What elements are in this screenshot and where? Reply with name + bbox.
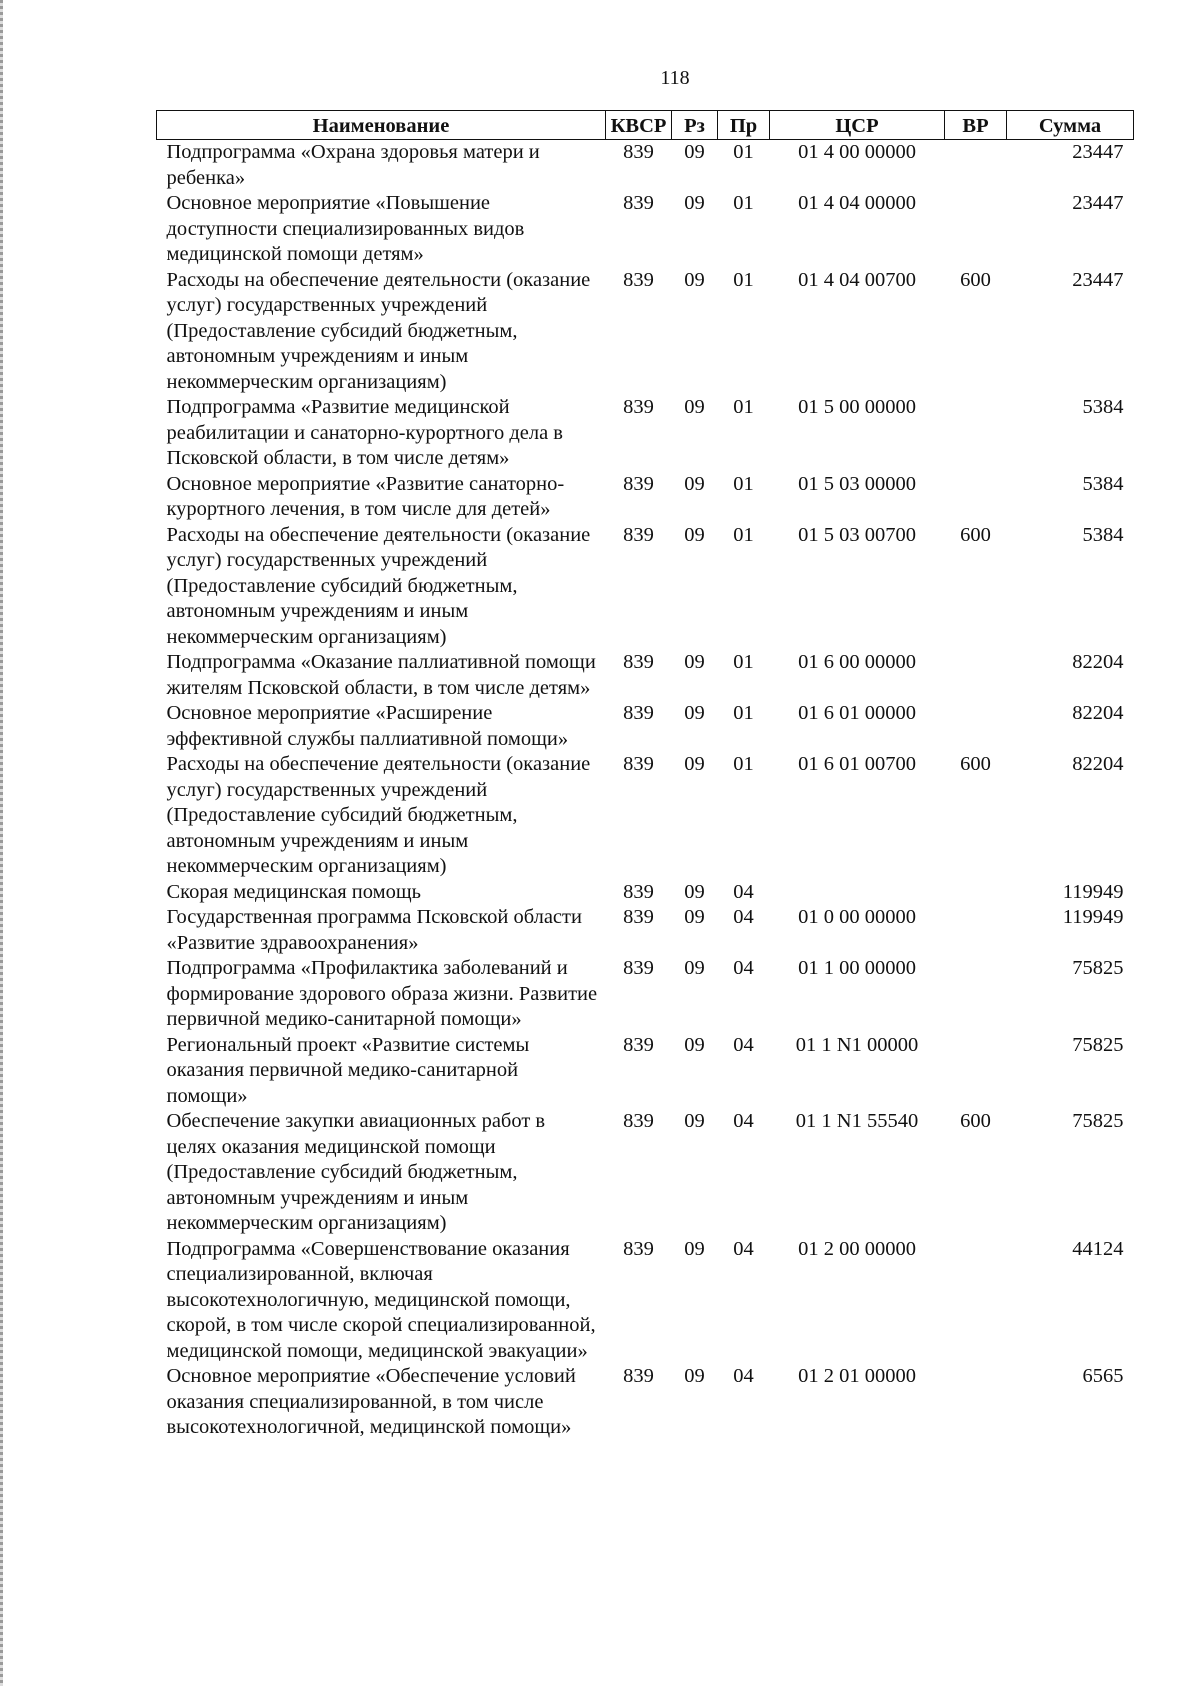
cell-vr	[945, 701, 1007, 752]
cell-kvsr: 839	[623, 141, 654, 163]
cell-rz: 09	[684, 268, 705, 291]
page-number: 118	[660, 67, 690, 89]
cell-rz: 09	[684, 523, 705, 546]
cell-vr	[945, 140, 1007, 192]
cell-rz: 09	[684, 1033, 705, 1056]
cell-rz: 09	[684, 880, 705, 903]
table-row	[157, 905, 1134, 956]
cell-rz: 09	[684, 702, 705, 724]
table-row	[157, 1109, 1134, 1237]
cell-vr	[945, 880, 1007, 906]
table-header-row	[157, 111, 1134, 140]
table-row	[157, 191, 1134, 268]
cell-vr	[945, 1033, 1007, 1110]
cell-name: Государственная программа Псковской области «Развитие здравоохранения»	[166, 906, 582, 954]
table-row	[157, 701, 1134, 752]
cell-rz: 09	[684, 192, 705, 214]
scan-edge	[0, 0, 3, 1686]
cell-name: Скорая медицинская помощь	[166, 880, 421, 903]
cell-sum: 6565	[1082, 1365, 1124, 1387]
table-row	[157, 395, 1134, 472]
cell-pr: 01	[733, 268, 754, 291]
table-row	[157, 268, 1134, 396]
cell-name: Расходы на обеспечение деятельности (оказание услуг) государственных учреждений (Предоставление субсидий бюджетным, автономным учреждениям и иным некоммерческим организациям)	[166, 268, 591, 393]
cell-rz: 09	[684, 1237, 705, 1260]
cell-vr	[945, 395, 1007, 472]
cell-rz: 09	[684, 396, 705, 418]
cell-kvsr: 839	[623, 523, 654, 546]
cell-sum: 5384	[1082, 472, 1124, 495]
cell-sum: 75825	[1072, 1110, 1124, 1132]
cell-rz: 09	[684, 906, 705, 928]
cell-pr: 01	[733, 651, 754, 673]
cell-kvsr: 839	[623, 472, 654, 495]
header-csr: ЦСР	[770, 111, 945, 140]
cell-sum: 75825	[1072, 1033, 1124, 1056]
cell-kvsr: 839	[623, 651, 654, 673]
cell-sum: 82204	[1072, 702, 1124, 724]
cell-sum: 119949	[1062, 906, 1124, 928]
cell-pr: 01	[733, 472, 754, 495]
cell-rz: 09	[684, 472, 705, 495]
cell-sum: 119949	[1062, 880, 1124, 903]
cell-csr: 01 1 00 00000	[798, 957, 916, 979]
cell-name: Основное мероприятие «Обеспечение условий оказания специализированной, в том числе высокотехнологичной, медицинской помощи»	[166, 1365, 576, 1438]
cell-name: Расходы на обеспечение деятельности (оказание услуг) государственных учреждений (Предоставление субсидий бюджетным, автономным учреждениям и иным некоммерческим организациям)	[166, 753, 591, 877]
table-row	[157, 1237, 1134, 1365]
cell-csr: 01 1 N1 00000	[795, 1033, 919, 1056]
cell-name: Основное мероприятие «Развитие санаторно-курортного лечения, в том числе для детей»	[166, 472, 565, 520]
cell-csr: 01 1 N1 55540	[795, 1110, 919, 1132]
cell-pr: 01	[733, 396, 754, 418]
cell-sum: 82204	[1072, 651, 1124, 673]
cell-csr: 01 6 01 00700	[798, 753, 916, 775]
cell-csr: 01 5 03 00700	[798, 523, 916, 546]
table-row	[157, 752, 1134, 880]
cell-name: Основное мероприятие «Расширение эффективной службы паллиативной помощи»	[166, 702, 569, 750]
cell-name: Подпрограмма «Профилактика заболеваний и формирование здорового образа жизни. Развитие первичной медико-санитарной помощи»	[166, 957, 598, 1030]
cell-csr: 01 4 04 00700	[798, 268, 916, 291]
cell-vr	[945, 472, 1007, 523]
cell-csr	[770, 880, 945, 906]
cell-kvsr: 839	[623, 192, 654, 214]
cell-sum: 23447	[1072, 268, 1124, 291]
cell-name: Основное мероприятие «Повышение доступности специализированных видов медицинской помощи детям»	[166, 192, 525, 265]
cell-vr	[945, 1364, 1007, 1441]
cell-rz: 09	[684, 141, 705, 163]
table-row	[157, 523, 1134, 651]
budget-table	[156, 110, 1134, 1441]
header-rz: Рз	[672, 111, 718, 140]
cell-vr	[945, 956, 1007, 1033]
cell-kvsr: 839	[623, 753, 654, 775]
header-vr: ВР	[945, 111, 1007, 140]
cell-vr	[945, 1237, 1007, 1365]
cell-rz: 09	[684, 1365, 705, 1387]
cell-name: Расходы на обеспечение деятельности (оказание услуг) государственных учреждений (Предоставление субсидий бюджетным, автономным учреждениям и иным некоммерческим организациям)	[166, 523, 591, 648]
cell-vr: 600	[960, 753, 991, 775]
cell-pr: 04	[733, 1110, 754, 1132]
cell-vr	[945, 191, 1007, 268]
cell-pr: 04	[733, 957, 754, 979]
cell-kvsr: 839	[623, 396, 654, 418]
cell-sum: 23447	[1072, 141, 1124, 163]
cell-pr: 04	[733, 906, 754, 928]
cell-name: Региональный проект «Развитие системы оказания первичной медико-санитарной помощи»	[166, 1033, 530, 1107]
cell-kvsr: 839	[623, 702, 654, 724]
cell-kvsr: 839	[623, 957, 654, 979]
cell-kvsr: 839	[623, 1110, 654, 1132]
table-row	[157, 140, 1134, 192]
cell-sum: 5384	[1082, 396, 1124, 418]
cell-kvsr: 839	[623, 268, 654, 291]
cell-rz: 09	[684, 1110, 705, 1132]
cell-vr	[945, 650, 1007, 701]
cell-csr: 01 4 04 00000	[798, 192, 916, 214]
cell-pr: 01	[733, 702, 754, 724]
cell-csr: 01 2 00 00000	[798, 1237, 916, 1260]
cell-pr: 04	[733, 1237, 754, 1260]
table-row	[157, 956, 1134, 1033]
header-kvsr: КВСР	[606, 111, 672, 140]
cell-sum: 5384	[1082, 523, 1124, 546]
cell-name: Подпрограмма «Оказание паллиативной помощи жителям Псковской области, в том числе детям»	[166, 651, 596, 699]
cell-pr: 01	[733, 523, 754, 546]
cell-rz: 09	[684, 753, 705, 775]
cell-sum: 82204	[1072, 753, 1124, 775]
table-row	[157, 472, 1134, 523]
cell-kvsr: 839	[623, 1237, 654, 1260]
cell-pr: 04	[733, 1365, 754, 1387]
cell-pr: 01	[733, 141, 754, 163]
table-body	[157, 140, 1134, 1441]
header-pr: Пр	[718, 111, 770, 140]
cell-csr: 01 5 03 00000	[798, 472, 916, 495]
header-name: Наименование	[157, 111, 606, 140]
cell-kvsr: 839	[623, 880, 654, 903]
cell-sum: 75825	[1072, 957, 1124, 979]
cell-sum: 23447	[1072, 192, 1124, 214]
cell-kvsr: 839	[623, 1033, 654, 1056]
cell-vr: 600	[960, 1110, 991, 1132]
cell-csr: 01 4 00 00000	[798, 141, 916, 163]
cell-sum: 44124	[1072, 1237, 1124, 1260]
cell-name: Обеспечение закупки авиационных работ в целях оказания медицинской помощи (Предоставление субсидий бюджетным, автономным учреждениям и иным некоммерческим организациям)	[166, 1110, 546, 1234]
table-row	[157, 1364, 1134, 1441]
cell-vr: 600	[960, 523, 991, 546]
table-row	[157, 650, 1134, 701]
cell-name: Подпрограмма «Совершенствование оказания специализированной, включая высокотехнологичную, медицинской помощи, скорой, в том числе скорой специализированной, медицинской помощи, медицинской эвакуации»	[166, 1237, 596, 1362]
cell-kvsr: 839	[623, 906, 654, 928]
cell-pr: 04	[733, 880, 754, 903]
cell-name: Подпрограмма «Охрана здоровья матери и ребенка»	[166, 141, 540, 189]
cell-kvsr: 839	[623, 1365, 654, 1387]
cell-vr	[945, 905, 1007, 956]
cell-csr: 01 6 00 00000	[798, 651, 916, 673]
cell-vr: 600	[960, 268, 991, 291]
cell-pr: 01	[733, 753, 754, 775]
cell-csr: 01 5 00 00000	[798, 396, 916, 418]
table-row	[157, 1033, 1134, 1110]
header-sum: Сумма	[1007, 111, 1134, 140]
cell-csr: 01 0 00 00000	[798, 906, 916, 928]
cell-rz: 09	[684, 957, 705, 979]
cell-pr: 04	[733, 1033, 754, 1056]
cell-rz: 09	[684, 651, 705, 673]
cell-name: Подпрограмма «Развитие медицинской реабилитации и санаторно-курортного дела в Псковской области, в том числе детям»	[166, 396, 563, 469]
cell-pr: 01	[733, 192, 754, 214]
cell-csr: 01 6 01 00000	[798, 702, 916, 724]
table-row	[157, 880, 1134, 906]
cell-csr: 01 2 01 00000	[798, 1365, 916, 1387]
